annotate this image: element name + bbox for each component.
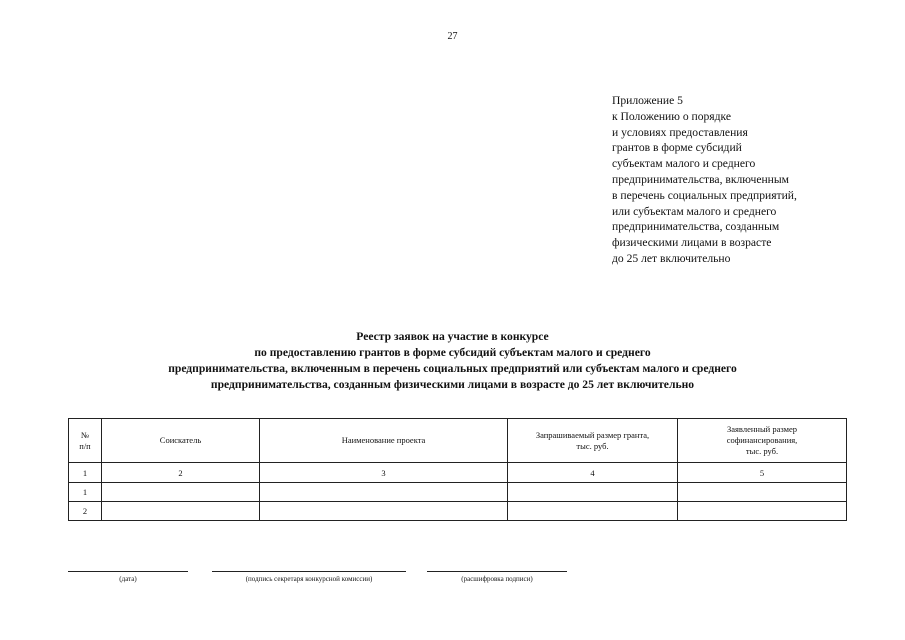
header-applicant: Соискатель [102,419,260,463]
header-requested-grant [508,419,678,463]
header-number-abbr: п/п [79,440,91,451]
decipher-caption: (расшифровка подписи) [461,575,533,583]
appendix-line: или субъектам малого и среднего [612,204,777,218]
column-number: 2 [102,463,260,483]
cell-requested-grant [508,502,678,521]
header-requested-grant-line: Запрашиваемый размер гранта, [535,429,650,440]
appendix-line: физическими лицами в возрасте [612,236,772,250]
appendix-line: до 25 лет включительно [612,251,731,265]
header-cofinancing [678,419,847,463]
appendix-line: к Положению о порядке [612,109,732,123]
appendix-reference [612,93,882,267]
document-title [0,329,905,393]
secretary-caption: (подпись секретаря конкурсной комиссии) [245,575,373,583]
cell-applicant [102,483,260,502]
row-number: 2 [69,502,102,521]
date-signature-line [68,571,188,572]
secretary-signature-line [212,571,406,572]
decipher-signature-line [427,571,567,572]
title-line: по предоставлению грантов в форме субсидий субъектам малого и среднего [254,346,651,359]
appendix-line: Приложение 5 [612,94,683,107]
row-number: 1 [69,483,102,502]
appendix-line: грантов в форме субсидий [612,141,742,155]
cell-cofinancing [678,502,847,521]
column-number: 1 [69,463,102,483]
cell-applicant [102,502,260,521]
cell-project-name [260,502,508,521]
cell-requested-grant [508,483,678,502]
appendix-line: и условиях предоставления [612,125,748,139]
column-number: 3 [260,463,508,483]
header-number [69,419,102,463]
header-cofinancing-line1: Заявленный размер [726,424,797,434]
table-header-row [69,419,847,463]
cell-project-name [260,483,508,502]
page-number: 27 [447,31,458,42]
table-row [69,502,847,521]
cell-cofinancing [678,483,847,502]
title-line: Реестр заявок на участие в конкурсе [356,330,549,343]
appendix-line: субъектам малого и среднего [612,157,756,171]
column-number: 4 [508,463,678,483]
title-line: предпринимательства, включенным в перечень социальных предприятий или субъектам малого и среднего [168,362,737,375]
appendix-line: предпринимательства, включенным [612,172,789,186]
appendix-line: в перечень социальных предприятий, [612,188,797,202]
header-cofinancing-unit: тыс. руб. [745,446,779,456]
header-number-symbol: № [80,429,90,440]
header-project-name: Наименование проекта [260,419,508,463]
date-caption: (дата) [119,575,137,583]
column-number-row [69,463,847,483]
column-number: 5 [678,463,847,483]
header-requested-grant-unit: тыс. руб. [576,440,609,451]
applications-registry-table [68,418,847,521]
table-row [69,483,847,502]
header-cofinancing-line2: софинансирования, [726,435,798,445]
title-line: предпринимательства, созданным физическими лицами в возрасте до 25 лет включительно [210,378,695,391]
appendix-line: предпринимательства, созданным [612,220,780,234]
